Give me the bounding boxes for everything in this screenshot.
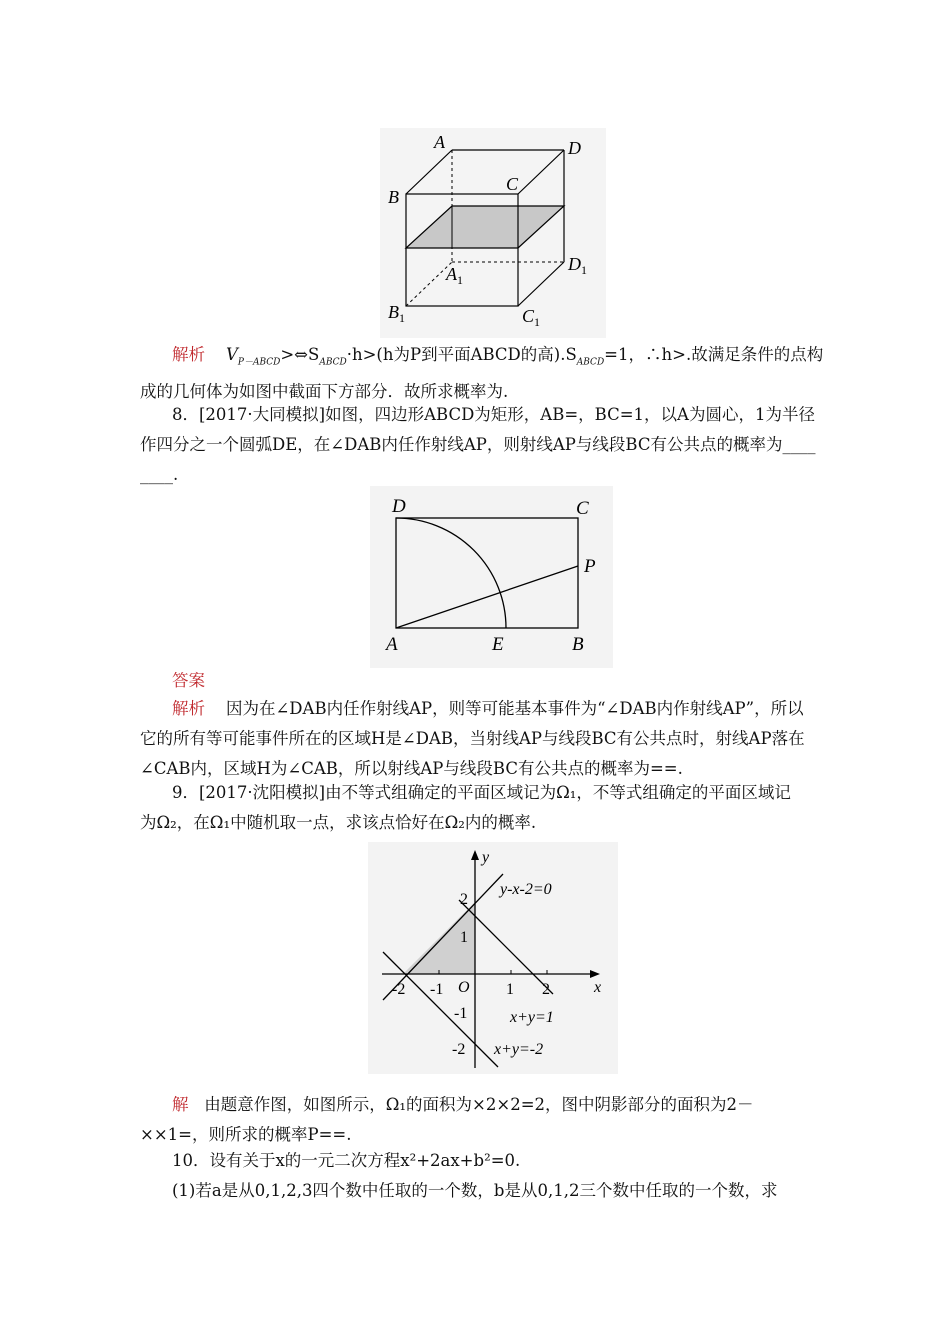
label-D: D [568, 138, 581, 158]
label-B1: $B_1$ [388, 302, 405, 325]
label-A: A [386, 634, 398, 655]
x-tick-1: 1 [506, 981, 514, 998]
label-C1: $C_1$ [522, 306, 541, 329]
line-label-b: x+y=1 [510, 1009, 554, 1026]
y-tick-1: 1 [460, 929, 468, 946]
rectangle-figure [370, 486, 613, 668]
label-P: P [584, 556, 596, 577]
label-B: B [572, 634, 584, 655]
label-C: C [506, 174, 519, 194]
coordinate-graph [368, 842, 618, 1074]
x-tick-2: 2 [542, 981, 550, 998]
analysis-8: 解析 因为在∠DAB内任作射线AP，则等可能基本事件为“∠DAB内作射线AP”，所以 它的所有等可能事件所在的区域H是∠DAB，当射线AP与线段BC有公共点时，射线AP落在 ∠CAB内，区域H为∠CAB，所以射线AP与线段BC有公共点的概率为==. [140, 699, 805, 778]
x-axis-label: x [594, 979, 602, 996]
analysis-tag: 解析 [172, 345, 205, 364]
y-tick-neg1: -1 [454, 1005, 468, 1022]
line-label-a: y-x-2=0 [500, 881, 552, 898]
line-label-c: x+y=-2 [494, 1041, 544, 1058]
problem-10: 10．设有关于x的一元二次方程x²+2ax+b²=0. (1)若a是从0,1,2,3四个数中任取的一个数，b是从0,1,2三个数中任取的一个数，求 [172, 1151, 778, 1200]
cube-diagram [380, 128, 606, 338]
x-tick-neg2: -2 [392, 981, 406, 998]
label-E: E [492, 634, 504, 655]
x-tick-neg1: -1 [430, 981, 444, 998]
rectangle-diagram [370, 486, 613, 668]
label-D1: $D_1$ [568, 254, 587, 277]
y-tick-neg2: -2 [452, 1041, 466, 1058]
problem-9: 9．[2017·沈阳模拟]由不等式组确定的平面区域记为Ω₁，不等式组确定的平面区域记 为Ω₂，在Ω₁中随机取一点，求该点恰好在Ω₂内的概率. [140, 783, 791, 832]
analysis-7-line2: 成的几何体为如图中截面下方部分．故所求概率为. [140, 382, 509, 402]
graph-figure [368, 842, 618, 1074]
solution-9: 解 由题意作图，如图所示，Ω₁的面积为×2×2=2，图中阴影部分的面积为2－ ××1=，则所求的概率P==. [140, 1095, 754, 1144]
label-A1: $A_1$ [446, 264, 463, 287]
cube-figure [380, 128, 606, 338]
answer-8: 答案 [172, 671, 205, 690]
origin-label: O [458, 979, 470, 996]
label-D: D [392, 496, 406, 517]
analysis-7: 解析 $V_{P-ABCD}>\Leftrightarrow S_{ABCD}\cdot h>(h$为P到平面ABCD的高)$.S_{ABCD}=1$，∴h>.故满足条件的点构 成的几何体为如图中截面下方部分．故所求概率为. [140, 340, 812, 407]
y-axis-label: y [482, 849, 490, 866]
label-A: A [434, 132, 445, 152]
y-tick-2: 2 [460, 891, 468, 908]
label-C: C [576, 498, 589, 519]
label-B: B [388, 187, 399, 207]
problem-8: 8．[2017·大同模拟]如图，四边形ABCD为矩形，AB=，BC=1，以A为圆心，1为半径 作四分之一个圆弧DE，在∠DAB内任作射线AP，则射线AP与线段BC有公共点的概率为____ ____. [140, 405, 816, 484]
